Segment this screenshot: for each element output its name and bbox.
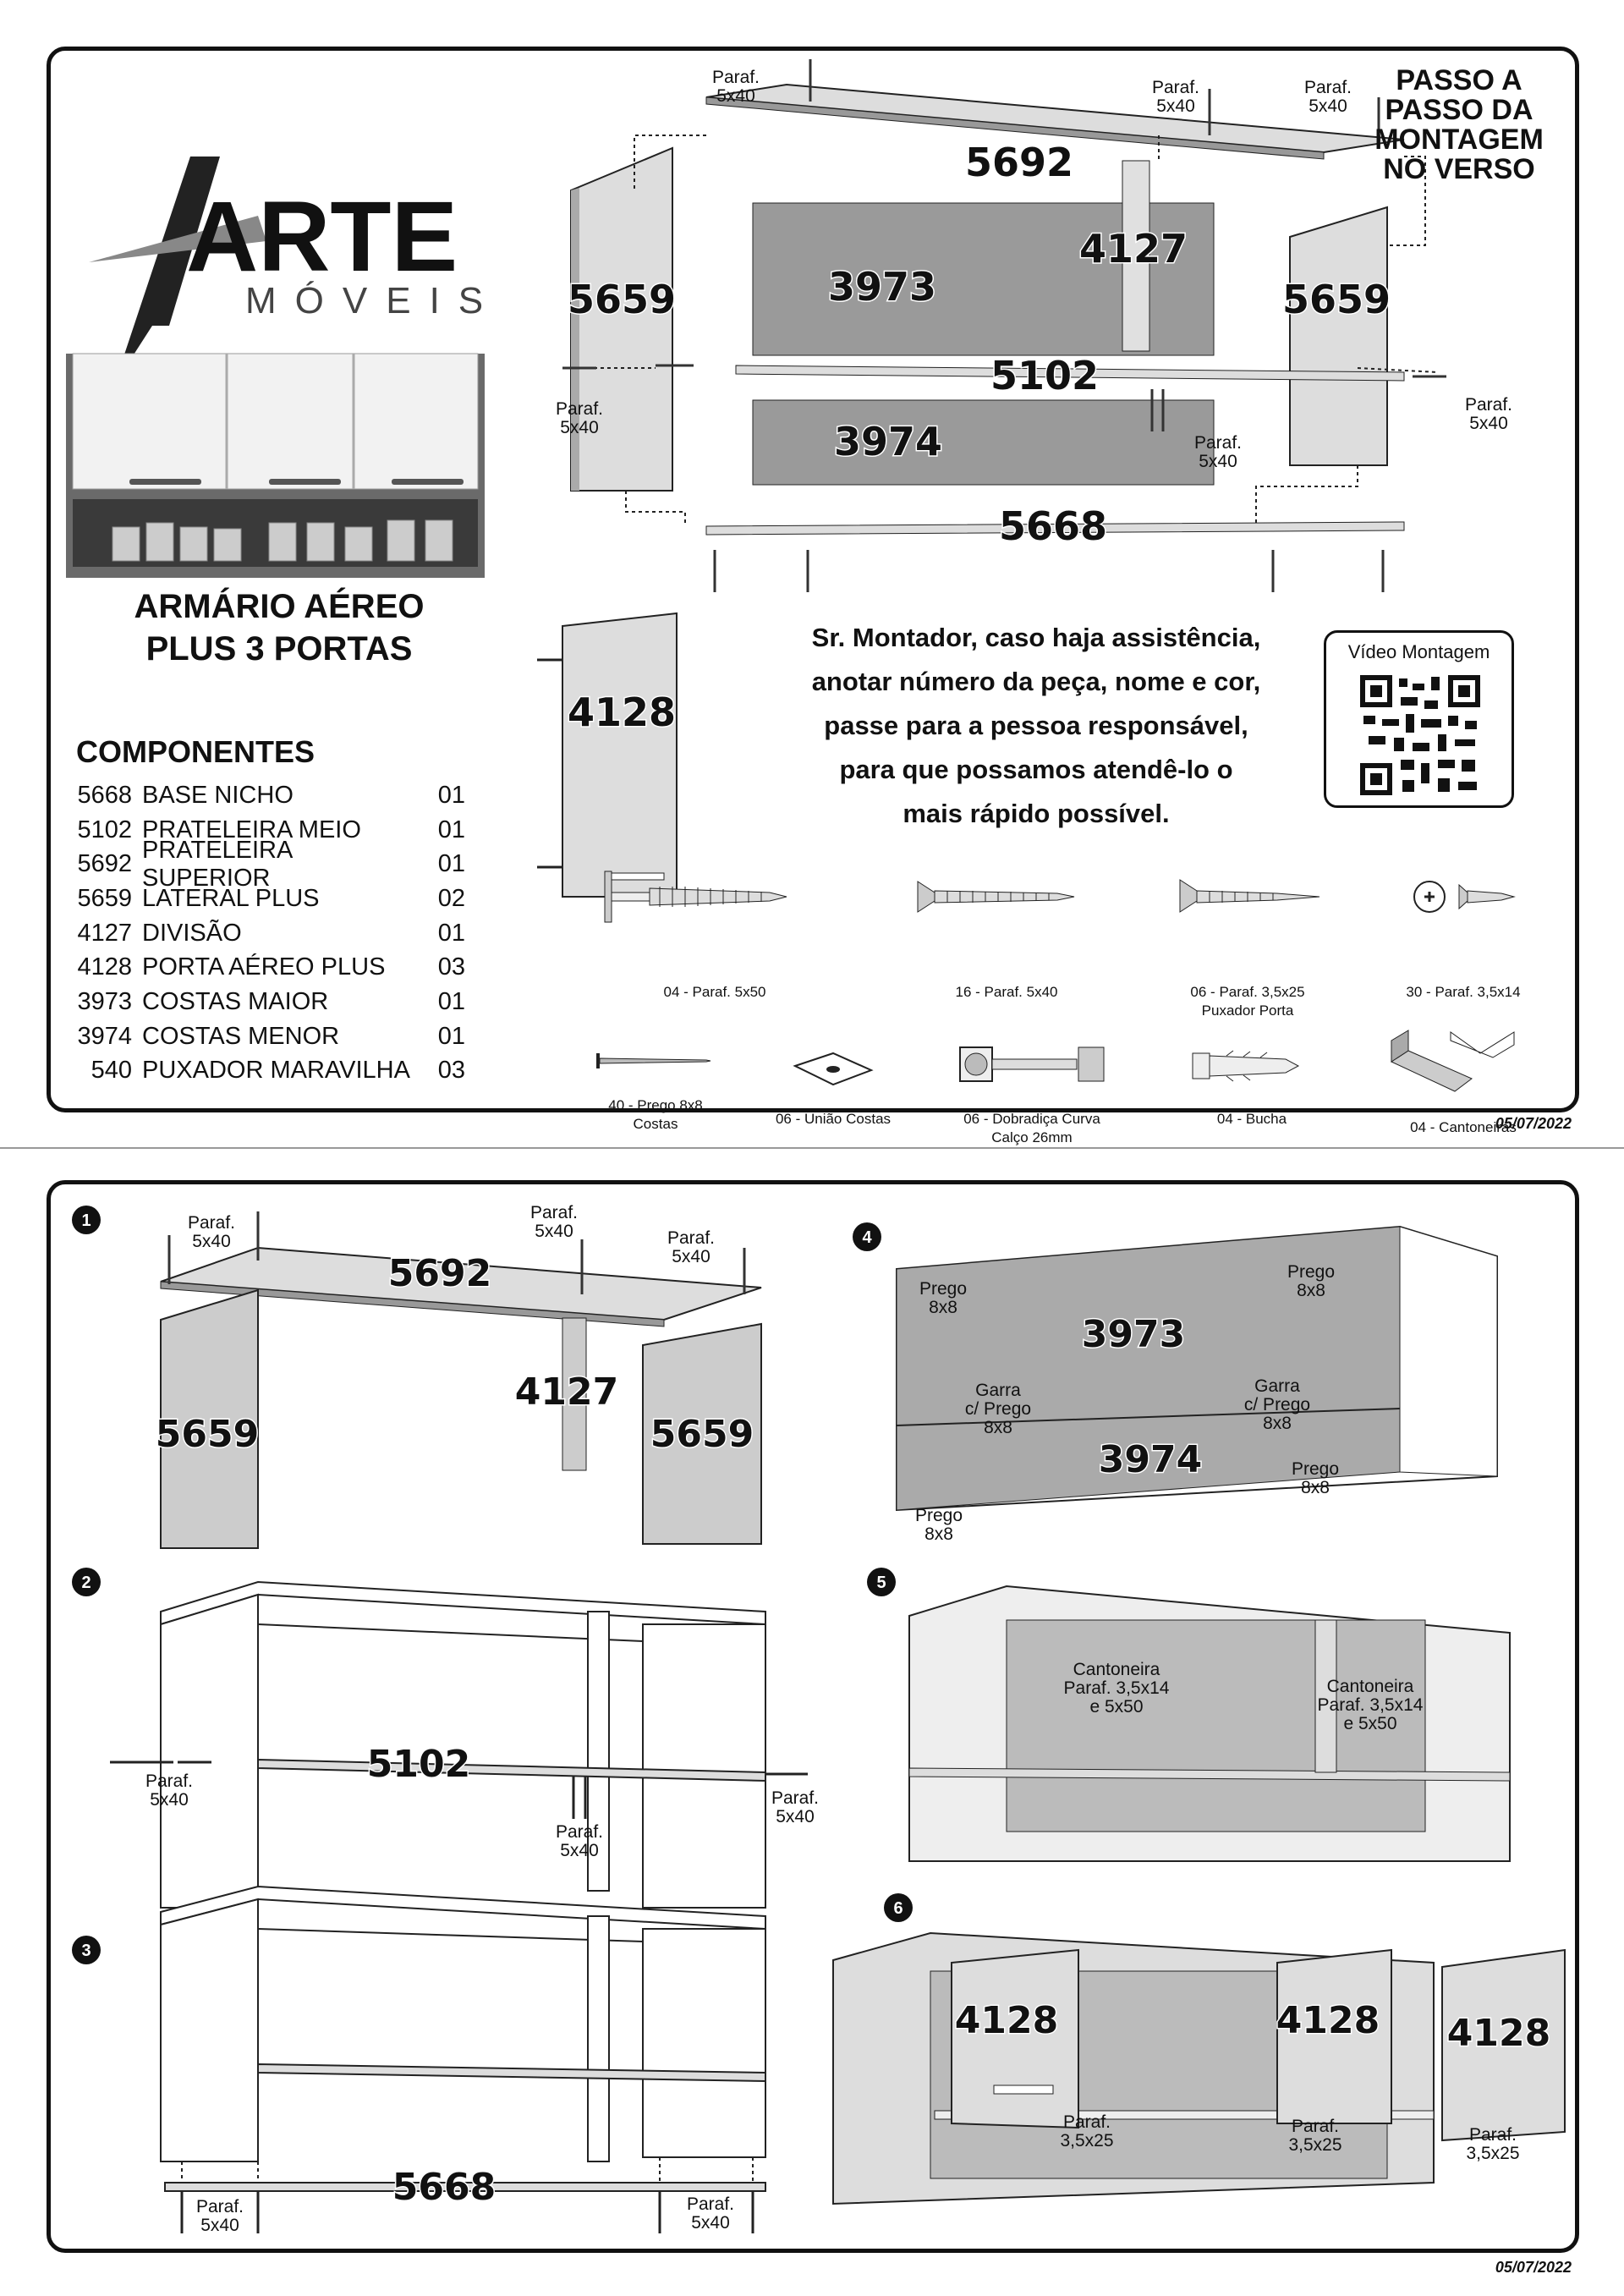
paraf-size-label: 3,5x25 <box>1060 2131 1114 2150</box>
paraf-label: Paraf. <box>195 2197 244 2216</box>
component-name: LATERAL PLUS <box>142 884 320 912</box>
hardware-label: 06 - Paraf. 3,5x25 <box>1190 984 1305 1000</box>
paraf-size-label: 3,5x25 <box>1466 2144 1520 2163</box>
notice-line: mais rápido possível. <box>903 799 1170 828</box>
component-name: PRATELEIRA MEIO <box>142 816 361 843</box>
step-6-diagram <box>833 1933 1565 2204</box>
paraf-label: Paraf. <box>711 68 760 87</box>
passo-a-passo-notice <box>1358 66 1561 184</box>
brand-name: ARTE <box>186 181 458 293</box>
hardware-label: 04 - Paraf. 5x50 <box>663 984 766 1000</box>
paraf-size-label: 5x40 <box>716 86 755 106</box>
paraf-label: Paraf. <box>1062 2112 1111 2132</box>
part-5668-label: 5668 <box>998 503 1108 549</box>
paraf-size-label: 5x40 <box>672 1247 710 1266</box>
component-name: PUXADOR MARAVILHA <box>142 1057 410 1085</box>
paraf-label: Paraf. <box>529 1203 579 1222</box>
prego-label: Prego <box>914 1506 963 1525</box>
screw-35x14-icon <box>1414 882 1514 912</box>
component-qty: 01 <box>437 919 465 947</box>
step-number: 3 <box>81 1942 91 1960</box>
hardware-label: 30 - Paraf. 3,5x14 <box>1406 984 1521 1000</box>
component-qty: 01 <box>437 987 465 1015</box>
component-qty: 01 <box>437 816 465 843</box>
part-4128-label: 4128 <box>1446 2012 1551 2055</box>
part-5659-label: 5659 <box>650 1413 754 1456</box>
paraf-label: Paraf. <box>555 399 604 419</box>
component-row <box>76 836 465 892</box>
step-5-diagram <box>909 1586 1510 1861</box>
component-name: COSTAS MENOR <box>142 1022 340 1050</box>
paraf-label: Paraf. <box>771 1788 820 1808</box>
component-name: PRATELEIRA SUPERIOR <box>142 836 292 892</box>
component-qty: 03 <box>437 1057 465 1085</box>
component-qty: 02 <box>437 884 465 912</box>
video-qr-box[interactable] <box>1324 630 1514 808</box>
cantoneira-label: Cantoneira <box>1073 1660 1160 1679</box>
garra-label: Garra <box>1254 1376 1300 1396</box>
hinge-icon <box>960 1047 1104 1081</box>
component-code: 4127 <box>77 919 132 947</box>
garra-label: c/ Prego <box>964 1399 1032 1419</box>
part-5692-label: 5692 <box>387 1252 492 1295</box>
notice-line: passe para a pessoa responsável, <box>824 711 1248 740</box>
paraf-label: Paraf. <box>1151 78 1200 97</box>
part-5659-label: 5659 <box>155 1413 260 1456</box>
step-number: 5 <box>876 1574 886 1592</box>
nail-icon <box>596 1053 710 1068</box>
part-5659-left-label: 5659 <box>567 277 677 322</box>
paraf-size-label: 5x40 <box>691 2213 730 2233</box>
hardware-label: 40 - Prego 8x8 <box>608 1097 703 1113</box>
cantoneira-label: e 5x50 <box>1089 1697 1144 1717</box>
component-code: 3974 <box>77 1022 132 1050</box>
component-name: PORTA AÉREO PLUS <box>142 953 386 981</box>
part-4128-label: 4128 <box>1276 1999 1380 2042</box>
component-code: 540 <box>91 1057 132 1085</box>
paraf-label: Paraf. <box>1464 395 1513 415</box>
part-5102-label: 5102 <box>366 1743 471 1786</box>
component-row <box>76 1019 465 1054</box>
date-label: 05/07/2022 <box>1495 1115 1572 1132</box>
component-qty: 03 <box>437 953 465 981</box>
part-5692-label: 5692 <box>964 140 1074 185</box>
step-1-diagram <box>156 1203 761 1548</box>
paraf-label: Paraf. <box>1193 433 1243 453</box>
component-row <box>76 1054 465 1089</box>
paraf-size-label: 5x40 <box>150 1790 189 1810</box>
paraf-size-label: 5x40 <box>560 1841 599 1860</box>
component-row <box>76 950 465 985</box>
hardware-label: 16 - Paraf. 5x40 <box>955 984 1058 1000</box>
assistance-notice <box>765 616 1307 836</box>
paraf-size-label: 5x40 <box>192 1232 231 1251</box>
part-5102-label: 5102 <box>990 353 1100 398</box>
component-qty: 01 <box>437 1022 465 1050</box>
step-number: 2 <box>81 1574 91 1592</box>
prego-size-label: 8x8 <box>1301 1478 1330 1497</box>
components-heading: COMPONENTES <box>76 734 315 769</box>
notice-line: Sr. Montador, caso haja assistência, <box>811 623 1261 652</box>
component-code: 5659 <box>77 884 132 912</box>
notice-line: anotar número da peça, nome e cor, <box>811 667 1261 696</box>
component-row <box>76 778 465 813</box>
product-title-line2: PLUS 3 PORTAS <box>145 630 413 667</box>
garra-label: c/ Prego <box>1243 1395 1311 1414</box>
hardware-label: Costas <box>633 1116 678 1132</box>
notice-line: para que possamos atendê-lo o <box>839 755 1233 784</box>
paraf-label: Paraf. <box>1291 2117 1340 2136</box>
component-code: 5102 <box>77 816 132 843</box>
prego-label: Prego <box>1287 1262 1336 1282</box>
prego-size-label: 8x8 <box>929 1298 957 1317</box>
part-3973-label: 3973 <box>827 264 937 310</box>
corner-bracket-icon <box>1391 1030 1514 1091</box>
paraf-label: Paraf. <box>187 1213 236 1233</box>
brand-subname: MÓVEIS <box>245 280 502 321</box>
component-qty: 01 <box>437 850 465 878</box>
page-divider <box>0 1147 1624 1149</box>
step-number: 4 <box>862 1228 872 1247</box>
passo-line: MONTAGEM <box>1374 124 1544 156</box>
part-5659-right-label: 5659 <box>1281 277 1391 322</box>
assembly-steps <box>51 1184 1575 2249</box>
cantoneira-label: Paraf. 3,5x14 <box>1317 1695 1424 1715</box>
cantoneira-label: Cantoneira <box>1326 1677 1414 1696</box>
hardware-label: Calço 26mm <box>991 1129 1073 1145</box>
qr-code-icon[interactable] <box>1360 675 1480 795</box>
arte-moveis-logo <box>72 114 502 393</box>
back-joint-icon <box>795 1053 871 1085</box>
prego-size-label: 8x8 <box>1297 1281 1325 1300</box>
part-4128-label: 4128 <box>567 689 677 735</box>
door-4128-diagram <box>537 601 723 905</box>
screw-35x25-icon <box>1180 880 1320 912</box>
part-3974-label: 3974 <box>833 419 943 464</box>
paraf-label: Paraf. <box>1303 78 1352 97</box>
part-4127-label: 4127 <box>514 1370 619 1414</box>
part-5668-label: 5668 <box>392 2166 497 2209</box>
step-number: 6 <box>893 1899 903 1918</box>
video-label: Vídeo Montagem <box>1347 641 1490 662</box>
date-label: 05/07/2022 <box>1495 2259 1572 2276</box>
passo-line: PASSO A <box>1396 64 1522 96</box>
component-row <box>76 916 465 951</box>
paraf-label: Paraf. <box>667 1228 716 1248</box>
component-row <box>76 882 465 916</box>
paraf-size-label: 5x40 <box>200 2216 239 2235</box>
hardware-label: 04 - Cantoneiras <box>1410 1119 1517 1135</box>
part-3974-label: 3974 <box>1098 1438 1203 1481</box>
garra-size-label: 8x8 <box>1263 1414 1292 1433</box>
passo-line: NO VERSO <box>1383 153 1535 185</box>
paraf-size-label: 3,5x25 <box>1288 2135 1342 2155</box>
paraf-size-label: 5x40 <box>776 1807 815 1826</box>
hardware-label: 06 - União Costas <box>775 1111 892 1127</box>
paraf-size-label: 5x40 <box>1199 452 1237 471</box>
cantoneira-label: e 5x50 <box>1343 1714 1397 1733</box>
component-code: 5668 <box>77 781 132 809</box>
assembly-steps-sheet <box>47 1180 1579 2253</box>
paraf-size-label: 5x40 <box>560 418 599 437</box>
hardware-label: 06 - Dobradiça Curva <box>963 1111 1100 1127</box>
paraf-label: Paraf. <box>686 2194 735 2214</box>
paraf-size-label: 5x40 <box>1469 414 1508 433</box>
paraf-size-label: 5x40 <box>1156 96 1195 116</box>
passo-line: PASSO DA <box>1385 94 1533 126</box>
product-title <box>102 585 457 670</box>
paraf-size-label: 5x40 <box>1309 96 1347 116</box>
paraf-label: Paraf. <box>555 1822 604 1842</box>
part-3973-label: 3973 <box>1081 1313 1186 1356</box>
components-list <box>76 778 465 1088</box>
product-photo <box>66 354 485 578</box>
step-number: 1 <box>81 1211 91 1230</box>
garra-label: Garra <box>975 1381 1021 1400</box>
component-name: COSTAS MAIOR <box>142 987 329 1015</box>
garra-size-label: 8x8 <box>984 1418 1012 1437</box>
component-name: BASE NICHO <box>142 781 294 809</box>
part-4128-label: 4128 <box>954 1999 1059 2042</box>
cantoneira-label: Paraf. 3,5x14 <box>1063 1678 1170 1698</box>
component-code: 5692 <box>77 850 132 878</box>
hardware-label: Puxador Porta <box>1201 1002 1294 1019</box>
part-4127-label: 4127 <box>1078 226 1188 272</box>
product-title-line1: ARMÁRIO AÉREO <box>134 588 425 625</box>
prego-label: Prego <box>1291 1459 1340 1479</box>
screw-5x50-icon <box>605 871 787 922</box>
component-name: DIVISÃO <box>142 919 242 947</box>
component-row <box>76 985 465 1019</box>
component-qty: 01 <box>437 781 465 809</box>
component-code: 3973 <box>77 987 132 1015</box>
paraf-size-label: 5x40 <box>535 1222 573 1241</box>
hardware-label: 04 - Bucha <box>1216 1111 1287 1127</box>
wall-plug-icon <box>1193 1051 1298 1081</box>
prego-size-label: 8x8 <box>924 1524 953 1544</box>
screw-5x40-icon <box>918 882 1074 912</box>
component-code: 4128 <box>77 953 132 981</box>
paraf-label: Paraf. <box>1468 2125 1517 2145</box>
prego-label: Prego <box>919 1279 968 1299</box>
paraf-label: Paraf. <box>145 1771 194 1791</box>
